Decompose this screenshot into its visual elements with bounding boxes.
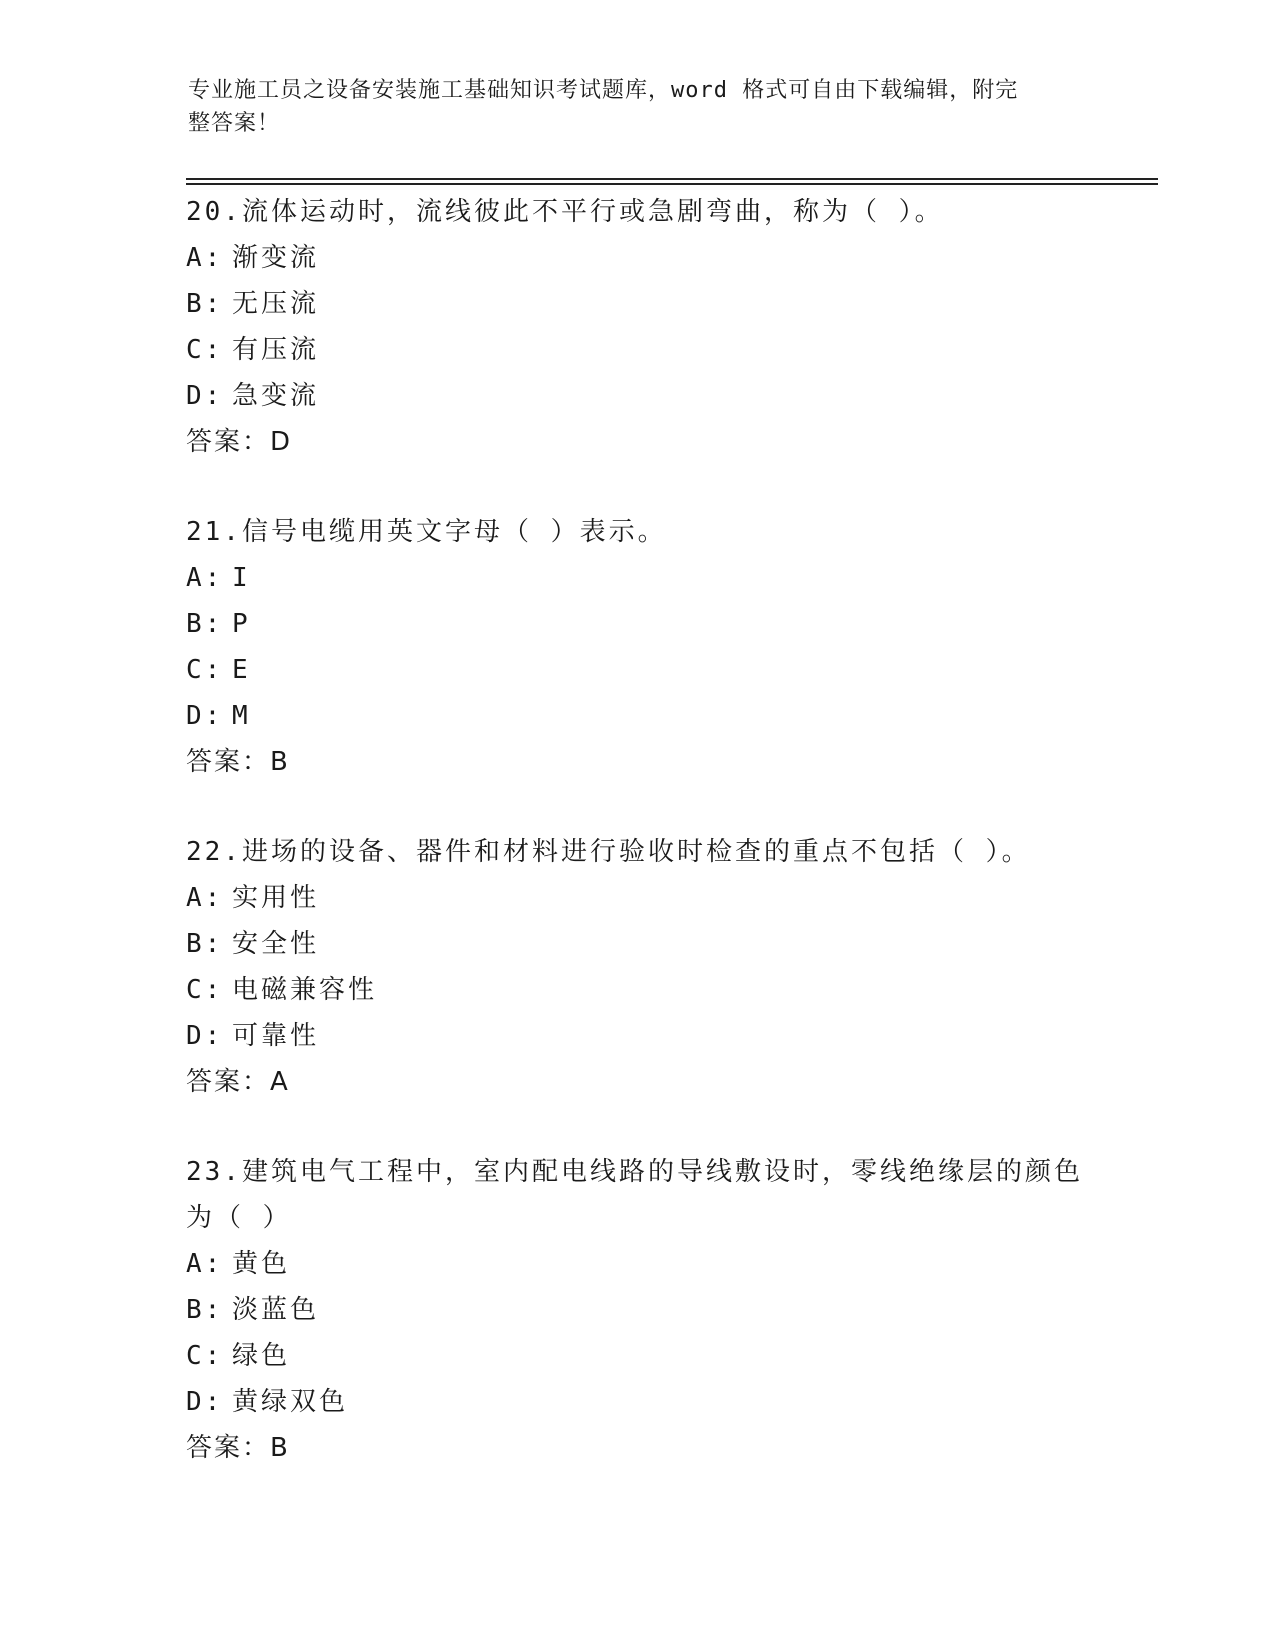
option-letter: B: [186,289,224,319]
option-text: 可靠性 [232,1021,320,1051]
question-stem: 21.信号电缆用英文字母（ ）表示。 [186,517,667,547]
option-d [186,1379,1086,1425]
option-letter: D: [186,381,224,411]
option-text: I [232,563,251,593]
option-d [186,373,1086,419]
option-b [186,281,1086,327]
option-text: 有压流 [232,335,320,365]
option-letter: C: [186,335,224,365]
option-c [186,967,1086,1013]
option-a [186,875,1086,921]
option-text: 黄绿双色 [232,1387,349,1417]
option-c [186,327,1086,373]
question-21 [186,509,1086,785]
option-letter: D: [186,1387,224,1417]
answer-line: 答案：B [186,747,290,777]
option-text: 黄色 [232,1249,291,1279]
question-stem-line-1: 23.建筑电气工程中，室内配电线路的导线敷设时，零线绝缘层的颜色 [186,1157,1083,1187]
header-line-1: 专业施工员之设备安装施工基础知识考试题库，word 格式可自由下载编辑，附完 [188,78,1019,103]
option-text: 渐变流 [232,243,320,273]
option-letter: C: [186,975,224,1005]
option-b [186,601,1086,647]
question-22 [186,829,1086,1105]
answer-line: 答案：D [186,427,293,457]
option-letter: C: [186,655,224,685]
question-stem-line-2: 为（ ） [186,1203,292,1233]
option-letter: A: [186,243,224,273]
option-a [186,1241,1086,1287]
option-letter: C: [186,1341,224,1371]
option-letter: A: [186,1249,224,1279]
answer-line: 答案：B [186,1433,290,1463]
option-text: M [232,701,251,731]
option-b [186,921,1086,967]
option-c [186,647,1086,693]
option-letter: B: [186,1295,224,1325]
option-a [186,235,1086,281]
option-text: 无压流 [232,289,320,319]
option-d [186,1013,1086,1059]
option-text: P [232,609,251,639]
option-text: 电磁兼容性 [232,975,378,1005]
question-23 [186,1149,1086,1471]
header-line-2: 整答案！ [188,111,281,136]
question-stem: 20.流体运动时，流线彼此不平行或急剧弯曲，称为（ ）。 [186,197,944,227]
option-c [186,1333,1086,1379]
option-text: 绿色 [232,1341,291,1371]
option-text: E [232,655,251,685]
option-letter: A: [186,883,224,913]
option-a [186,555,1086,601]
question-stem: 22.进场的设备、器件和材料进行验收时检查的重点不包括（ ）。 [186,837,1031,867]
header-divider-top [186,178,1158,180]
option-text: 安全性 [232,929,320,959]
option-letter: A: [186,563,224,593]
option-letter: B: [186,929,224,959]
option-text: 实用性 [232,883,320,913]
option-letter: D: [186,701,224,731]
option-letter: D: [186,1021,224,1051]
question-20 [186,189,1086,465]
option-letter: B: [186,609,224,639]
document-header [188,74,1088,140]
option-b [186,1287,1086,1333]
option-text: 淡蓝色 [232,1295,320,1325]
header-divider-bottom [186,183,1158,185]
answer-line: 答案：A [186,1067,290,1097]
option-text: 急变流 [232,381,320,411]
option-d [186,693,1086,739]
